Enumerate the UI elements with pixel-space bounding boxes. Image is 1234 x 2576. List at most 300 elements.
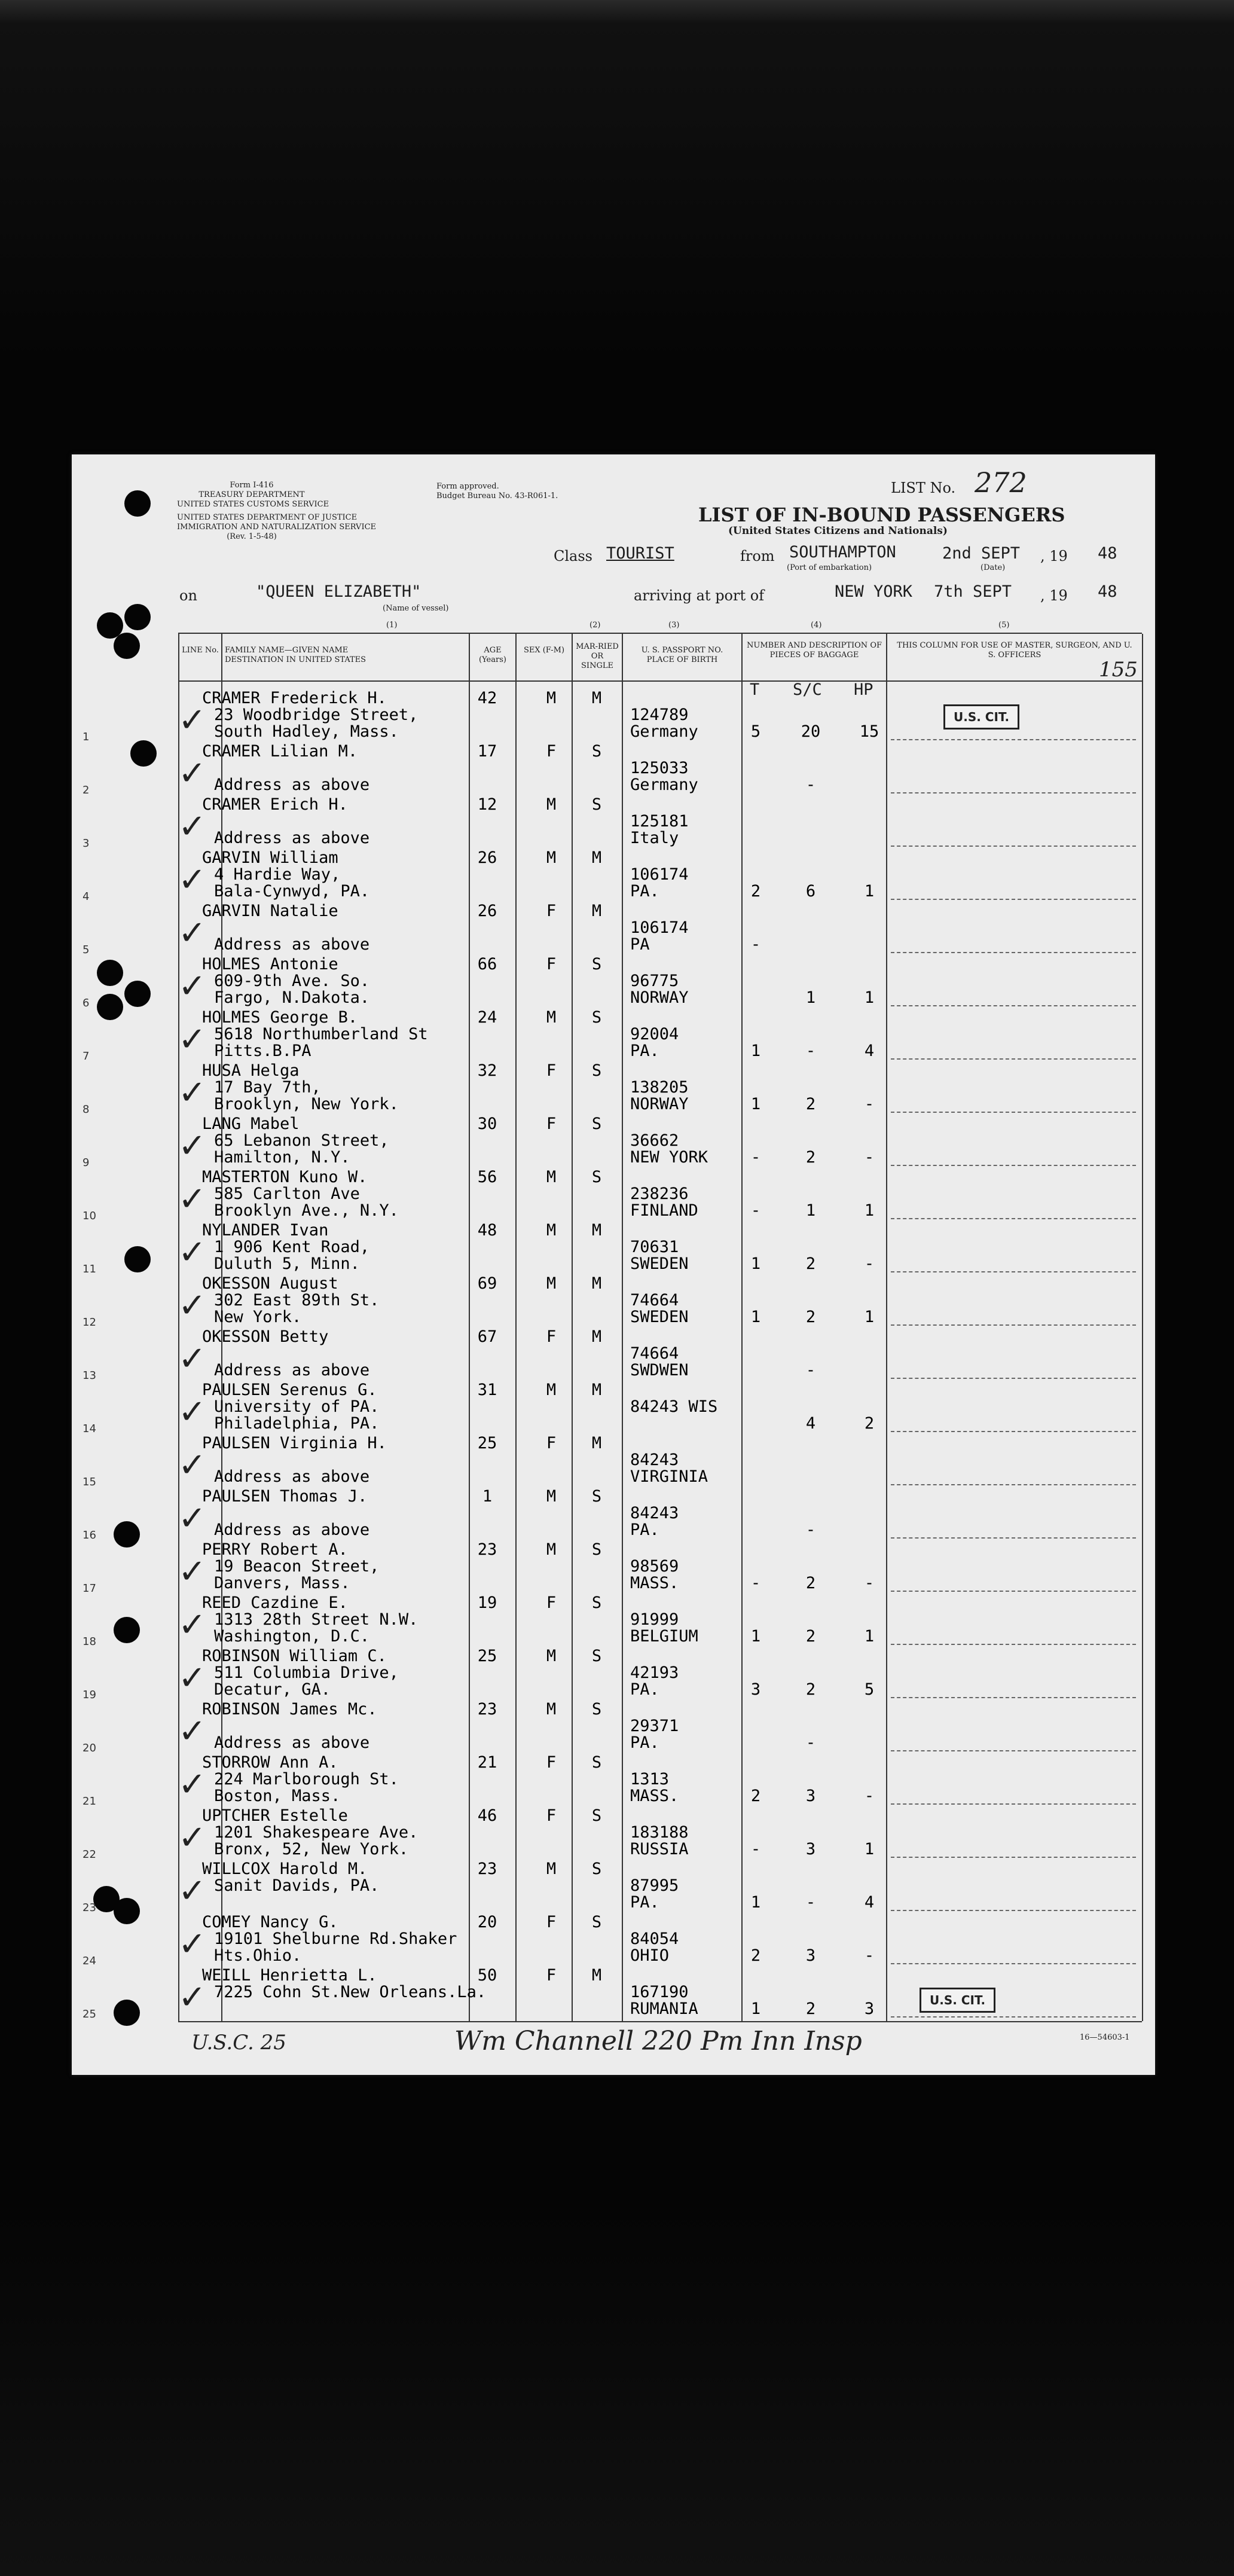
officer-rule bbox=[891, 1963, 1136, 1964]
sex-cell: F bbox=[546, 902, 557, 920]
passenger-name: MASTERTON Kuno W. bbox=[202, 1168, 368, 1186]
passport-number: 84054 bbox=[630, 1930, 679, 1948]
place-of-birth: NORWAY bbox=[630, 1095, 689, 1113]
baggage-handpieces: - bbox=[864, 1255, 875, 1273]
departure-date: 2nd SEPT bbox=[942, 544, 1021, 563]
line-number: 25 bbox=[83, 2008, 96, 2020]
marital-cell: M bbox=[591, 1221, 602, 1240]
baggage-trunks: 5 bbox=[750, 722, 761, 741]
page-mark: 155 bbox=[1099, 658, 1138, 682]
form-approved: Form approved. bbox=[436, 482, 499, 491]
officer-rule bbox=[891, 1644, 1136, 1645]
passenger-name: CRAMER Erich H. bbox=[202, 795, 348, 814]
date-caption: (Date) bbox=[981, 563, 1006, 572]
marital-cell: S bbox=[591, 795, 602, 814]
sex-cell: M bbox=[546, 1274, 557, 1293]
passport-number: 98569 bbox=[630, 1557, 679, 1576]
age-cell: 21 bbox=[477, 1753, 497, 1772]
place-of-birth: Germany bbox=[630, 722, 698, 741]
officer-rule bbox=[891, 1112, 1136, 1113]
passenger-name: OKESSON Betty bbox=[202, 1327, 329, 1346]
vessel-caption: (Name of vessel) bbox=[383, 604, 449, 613]
check-mark: ✓ bbox=[178, 914, 206, 953]
age-cell: 69 bbox=[477, 1274, 497, 1293]
list-no-label: LIST No. bbox=[891, 480, 956, 496]
age-cell: 25 bbox=[477, 1434, 497, 1452]
officer-rule bbox=[891, 1218, 1136, 1219]
passenger-entry bbox=[72, 1115, 1155, 1169]
passenger-entry bbox=[72, 1008, 1155, 1063]
header-line-no: LINE No. bbox=[182, 646, 219, 655]
header-baggage: NUMBER AND DESCRIPTION OF PIECES OF BAGGAGE bbox=[746, 641, 882, 660]
place-of-birth: FINLAND bbox=[630, 1201, 698, 1220]
check-mark: ✓ bbox=[178, 1446, 206, 1485]
passenger-entry bbox=[72, 902, 1155, 956]
baggage-suitcases: 4 bbox=[805, 1414, 816, 1433]
officer-rule bbox=[891, 1857, 1136, 1858]
passenger-entry bbox=[72, 1487, 1155, 1542]
age-cell: 67 bbox=[477, 1327, 497, 1346]
passenger-entry bbox=[72, 742, 1155, 796]
baggage-trunks: 2 bbox=[750, 1787, 761, 1805]
header-age: AGE (Years) bbox=[479, 646, 506, 664]
age-cell: 12 bbox=[477, 795, 497, 814]
passenger-entry bbox=[72, 1806, 1155, 1861]
place-of-birth: PA. bbox=[630, 1893, 659, 1912]
passenger-entry bbox=[72, 1966, 1155, 2018]
passenger-name: CRAMER Frederick H. bbox=[202, 689, 387, 707]
place-of-birth: NEW YORK bbox=[630, 1148, 708, 1167]
line-number: 7 bbox=[83, 1050, 90, 1063]
sex-cell: M bbox=[546, 1008, 557, 1027]
officer-rule bbox=[891, 1803, 1136, 1805]
check-mark: ✓ bbox=[178, 1073, 206, 1112]
officer-rule bbox=[891, 1750, 1136, 1751]
marital-cell: S bbox=[591, 1860, 602, 1878]
passenger-name: PAULSEN Virginia H. bbox=[202, 1434, 387, 1452]
sex-cell: F bbox=[546, 1115, 557, 1133]
address-line-2: Duluth 5, Minn. bbox=[214, 1255, 360, 1273]
marital-cell: M bbox=[591, 902, 602, 920]
age-cell: 1 bbox=[482, 1487, 493, 1506]
check-mark: ✓ bbox=[178, 754, 206, 793]
place-of-birth: PA. bbox=[630, 1521, 659, 1539]
line-number: 6 bbox=[83, 997, 90, 1009]
line-number: 16 bbox=[83, 1529, 96, 1542]
baggage-trunks: - bbox=[750, 1148, 761, 1167]
baggage-suitcases: 2 bbox=[805, 1574, 816, 1592]
sex-cell: F bbox=[546, 742, 557, 761]
baggage-sc-header: S/C bbox=[793, 680, 822, 699]
passenger-name: PERRY Robert A. bbox=[202, 1540, 348, 1559]
from-label: from bbox=[740, 548, 775, 564]
table-header-rule bbox=[178, 680, 1142, 682]
passport-number: 167190 bbox=[630, 1983, 689, 2001]
address-line-2: Bronx, 52, New York. bbox=[214, 1840, 409, 1858]
manifest-sheet bbox=[72, 454, 1155, 2075]
baggage-trunks: 2 bbox=[750, 1946, 761, 1965]
place-of-birth: Germany bbox=[630, 776, 698, 794]
year-prefix-2: , 19 bbox=[1040, 587, 1068, 604]
sex-cell: M bbox=[546, 795, 557, 814]
passport-number: 91999 bbox=[630, 1610, 679, 1629]
baggage-trunks: 1 bbox=[750, 1042, 761, 1060]
age-cell: 46 bbox=[477, 1806, 497, 1825]
officer-rule bbox=[891, 1324, 1136, 1326]
passport-number: 92004 bbox=[630, 1025, 679, 1043]
address-line-1: 17 Bay 7th, bbox=[214, 1078, 321, 1097]
address-line-2: Danvers, Mass. bbox=[214, 1574, 350, 1592]
baggage-handpieces: 1 bbox=[864, 988, 875, 1007]
place-of-birth: VIRGINIA bbox=[630, 1467, 708, 1486]
address-line-1: Sanit Davids, PA. bbox=[214, 1876, 380, 1895]
passport-number: 74664 bbox=[630, 1344, 679, 1363]
address-line-2: Address as above bbox=[214, 829, 370, 847]
place-of-birth: PA. bbox=[630, 1733, 659, 1752]
place-of-birth: SWDWEN bbox=[630, 1361, 689, 1379]
list-title: LIST OF IN-BOUND PASSENGERS bbox=[698, 503, 1065, 526]
officer-rule bbox=[891, 899, 1136, 900]
line-number: 1 bbox=[83, 731, 90, 743]
punch-hole bbox=[124, 604, 151, 630]
marital-cell: M bbox=[591, 1434, 602, 1452]
baggage-suitcases: 2 bbox=[805, 1255, 816, 1273]
sex-cell: M bbox=[546, 1700, 557, 1719]
address-line-1: 19 Beacon Street, bbox=[214, 1557, 380, 1576]
budget-bureau: Budget Bureau No. 43-R061-1. bbox=[436, 492, 558, 500]
age-cell: 30 bbox=[477, 1115, 497, 1133]
address-line-1: 65 Lebanon Street, bbox=[214, 1131, 389, 1150]
citizen-stamp: U.S. CIT. bbox=[920, 1988, 995, 2013]
passport-number: 125181 bbox=[630, 812, 689, 831]
baggage-suitcases: - bbox=[805, 776, 816, 794]
passenger-entry bbox=[72, 689, 1155, 743]
baggage-handpieces: 5 bbox=[864, 1680, 875, 1699]
address-line-2: Bala-Cynwyd, PA. bbox=[214, 882, 370, 901]
line-number: 14 bbox=[83, 1423, 96, 1435]
sex-cell: F bbox=[546, 1327, 557, 1346]
col-num-2: (2) bbox=[589, 621, 601, 630]
passenger-entry bbox=[72, 1168, 1155, 1222]
passport-number: 87995 bbox=[630, 1876, 679, 1895]
officer-rule bbox=[891, 1005, 1136, 1006]
passenger-name: UPTCHER Estelle bbox=[202, 1806, 348, 1825]
passenger-name: GARVIN William bbox=[202, 849, 338, 867]
passenger-name: PAULSEN Serenus G. bbox=[202, 1381, 377, 1399]
passport-number: 70631 bbox=[630, 1238, 679, 1256]
baggage-handpieces: - bbox=[864, 1148, 875, 1167]
baggage-trunks: - bbox=[750, 1201, 761, 1220]
sex-cell: F bbox=[546, 1806, 557, 1825]
check-mark: ✓ bbox=[178, 1499, 206, 1538]
passenger-entry bbox=[72, 1647, 1155, 1701]
place-of-birth: OHIO bbox=[630, 1946, 670, 1965]
address-line-1: 7225 Cohn St.New Orleans.La. bbox=[214, 1983, 487, 2001]
citizen-stamp: U.S. CIT. bbox=[943, 704, 1019, 730]
check-mark: ✓ bbox=[178, 807, 206, 846]
passenger-name: NYLANDER Ivan bbox=[202, 1221, 329, 1240]
passenger-name: WILLCOX Harold M. bbox=[202, 1860, 368, 1878]
marital-cell: S bbox=[591, 1700, 602, 1719]
baggage-trunks: - bbox=[750, 1840, 761, 1858]
port-embarkation: SOUTHAMPTON bbox=[789, 543, 896, 561]
address-line-1: 511 Columbia Drive, bbox=[214, 1664, 399, 1682]
place-of-birth: RUMANIA bbox=[630, 2000, 698, 2018]
address-line-1: 302 East 89th St. bbox=[214, 1291, 380, 1310]
marital-cell: S bbox=[591, 1753, 602, 1772]
header-married: MAR-RIED OR SINGLE bbox=[576, 642, 619, 670]
footer-code: 16—54603-1 bbox=[1080, 2033, 1130, 2042]
age-cell: 26 bbox=[477, 902, 497, 920]
officer-rule bbox=[891, 1484, 1136, 1485]
address-line-2: Decatur, GA. bbox=[214, 1680, 331, 1699]
passport-number: 42193 bbox=[630, 1664, 679, 1682]
marital-cell: S bbox=[591, 1487, 602, 1506]
passenger-name: CRAMER Lilian M. bbox=[202, 742, 358, 761]
class-value: TOURIST bbox=[606, 544, 674, 563]
address-line-1: 609-9th Ave. So. bbox=[214, 972, 370, 990]
address-line-1: 4 Hardie Way, bbox=[214, 865, 341, 884]
year-2: 48 bbox=[1098, 582, 1117, 601]
baggage-suitcases: 2 bbox=[805, 1095, 816, 1113]
sex-cell: M bbox=[546, 1168, 557, 1186]
sex-cell: F bbox=[546, 1434, 557, 1452]
baggage-handpieces: 4 bbox=[864, 1042, 875, 1060]
sex-cell: M bbox=[546, 1647, 557, 1665]
check-mark: ✓ bbox=[178, 1818, 206, 1857]
col-num-1: (1) bbox=[386, 621, 398, 630]
passport-number: 74664 bbox=[630, 1291, 679, 1310]
passenger-name: GARVIN Natalie bbox=[202, 902, 338, 920]
sex-cell: M bbox=[546, 1860, 557, 1878]
marital-cell: M bbox=[591, 689, 602, 707]
baggage-suitcases: 20 bbox=[801, 722, 821, 741]
passport-number: 124789 bbox=[630, 706, 689, 724]
age-cell: 32 bbox=[477, 1061, 497, 1080]
place-of-birth: PA. bbox=[630, 1680, 659, 1699]
check-mark: ✓ bbox=[178, 967, 206, 1006]
line-number: 22 bbox=[83, 1848, 96, 1861]
baggage-suitcases: - bbox=[805, 1521, 816, 1539]
baggage-suitcases: 6 bbox=[805, 882, 816, 901]
baggage-handpieces: 1 bbox=[864, 1308, 875, 1326]
marital-cell: M bbox=[591, 1327, 602, 1346]
baggage-suitcases: 1 bbox=[805, 1201, 816, 1220]
place-of-birth: PA. bbox=[630, 882, 659, 901]
passenger-entry bbox=[72, 1221, 1155, 1275]
place-of-birth: PA bbox=[630, 935, 650, 954]
passenger-name: REED Cazdine E. bbox=[202, 1594, 348, 1612]
punch-hole bbox=[114, 633, 140, 659]
passenger-name: STORROW Ann A. bbox=[202, 1753, 338, 1772]
address-line-2: Address as above bbox=[214, 1361, 370, 1379]
header-name: FAMILY NAME—GIVEN NAME DESTINATION IN UNITED STATES bbox=[225, 646, 366, 664]
marital-cell: S bbox=[591, 1594, 602, 1612]
place-of-birth: SWEDEN bbox=[630, 1255, 689, 1273]
passenger-entry bbox=[72, 795, 1155, 850]
sex-cell: M bbox=[546, 689, 557, 707]
marital-cell: S bbox=[591, 1540, 602, 1559]
marital-cell: M bbox=[591, 849, 602, 867]
age-cell: 26 bbox=[477, 849, 497, 867]
marital-cell: S bbox=[591, 1168, 602, 1186]
age-cell: 24 bbox=[477, 1008, 497, 1027]
line-number: 13 bbox=[83, 1369, 96, 1382]
passport-number: 183188 bbox=[630, 1823, 689, 1842]
baggage-trunks: - bbox=[750, 935, 761, 954]
passenger-name: LANG Mabel bbox=[202, 1115, 300, 1133]
passenger-name: ROBINSON William C. bbox=[202, 1647, 387, 1665]
baggage-trunks: 3 bbox=[750, 1680, 761, 1699]
passenger-name: OKESSON August bbox=[202, 1274, 338, 1293]
table-bottom-rule bbox=[178, 2021, 1142, 2022]
passenger-entry bbox=[72, 1540, 1155, 1595]
passenger-entry bbox=[72, 1327, 1155, 1382]
check-mark: ✓ bbox=[178, 1925, 206, 1964]
handwritten-count: U.S.C. 25 bbox=[191, 2031, 286, 2055]
line-number: 4 bbox=[83, 890, 90, 903]
address-line-1: 1201 Shakespeare Ave. bbox=[214, 1823, 419, 1842]
check-mark: ✓ bbox=[178, 1339, 206, 1378]
list-no-value: 272 bbox=[975, 466, 1027, 499]
passport-number: 106174 bbox=[630, 918, 689, 937]
passenger-entry bbox=[72, 1061, 1155, 1116]
baggage-handpieces: 1 bbox=[864, 1627, 875, 1646]
check-mark: ✓ bbox=[178, 1659, 206, 1698]
vessel-name: "QUEEN ELIZABETH" bbox=[256, 582, 421, 601]
address-line-1: 224 Marlborough St. bbox=[214, 1770, 399, 1788]
place-of-birth: MASS. bbox=[630, 1574, 679, 1592]
address-line-1: 23 Woodbridge Street, bbox=[214, 706, 419, 724]
sex-cell: F bbox=[546, 955, 557, 973]
address-line-1: 1 906 Kent Road, bbox=[214, 1238, 370, 1256]
marital-cell: S bbox=[591, 955, 602, 973]
baggage-suitcases: - bbox=[805, 1042, 816, 1060]
address-line-2: Hamilton, N.Y. bbox=[214, 1148, 350, 1167]
port-embarkation-caption: (Port of embarkation) bbox=[787, 563, 872, 572]
baggage-handpieces: 1 bbox=[864, 1201, 875, 1220]
place-of-birth: RUSSIA bbox=[630, 1840, 689, 1858]
age-cell: 20 bbox=[477, 1913, 497, 1931]
line-number: 11 bbox=[83, 1263, 96, 1275]
address-line-2: Pitts.B.PA bbox=[214, 1042, 311, 1060]
baggage-trunks: 1 bbox=[750, 1627, 761, 1646]
baggage-t-header: T bbox=[750, 680, 760, 699]
passenger-entry bbox=[72, 1274, 1155, 1329]
officer-rule bbox=[891, 1591, 1136, 1592]
baggage-trunks: 1 bbox=[750, 2000, 761, 2018]
arrival-port: NEW YORK bbox=[835, 582, 913, 601]
officer-rule bbox=[891, 2016, 1136, 2018]
address-line-2: Address as above bbox=[214, 1467, 370, 1486]
officer-rule bbox=[891, 1271, 1136, 1272]
officer-rule bbox=[891, 1058, 1136, 1060]
age-cell: 19 bbox=[477, 1594, 497, 1612]
baggage-trunks: 1 bbox=[750, 1308, 761, 1326]
marital-cell: M bbox=[591, 1274, 602, 1293]
age-cell: 66 bbox=[477, 955, 497, 973]
baggage-handpieces: 2 bbox=[864, 1414, 875, 1433]
passenger-name: PAULSEN Thomas J. bbox=[202, 1487, 368, 1506]
baggage-suitcases: 3 bbox=[805, 1787, 816, 1805]
officer-rule bbox=[891, 1910, 1136, 1911]
baggage-suitcases: 1 bbox=[805, 988, 816, 1007]
passenger-name: HOLMES Antonie bbox=[202, 955, 338, 973]
line-number: 8 bbox=[83, 1103, 90, 1116]
line-number: 23 bbox=[83, 1902, 96, 1914]
officer-rule bbox=[891, 1165, 1136, 1166]
baggage-suitcases: 2 bbox=[805, 1148, 816, 1167]
dept-treasury: TREASURY DEPARTMENT bbox=[198, 490, 305, 499]
year-1: 48 bbox=[1098, 544, 1117, 563]
marital-cell: S bbox=[591, 1008, 602, 1027]
check-mark: ✓ bbox=[178, 1978, 206, 2017]
table-top-rule bbox=[178, 633, 1142, 634]
check-mark: ✓ bbox=[178, 1765, 206, 1804]
header-passport: U. S. PASSPORT NO. PLACE OF BIRTH bbox=[641, 646, 723, 664]
sex-cell: F bbox=[546, 1913, 557, 1931]
baggage-handpieces: - bbox=[864, 1787, 875, 1805]
place-of-birth: SWEDEN bbox=[630, 1308, 689, 1326]
baggage-suitcases: 2 bbox=[805, 2000, 816, 2018]
check-mark: ✓ bbox=[178, 1712, 206, 1751]
class-label: Class bbox=[554, 548, 592, 564]
baggage-hp-header: HP bbox=[854, 680, 873, 699]
place-of-birth: Italy bbox=[630, 829, 679, 847]
passenger-name: HUSA Helga bbox=[202, 1061, 300, 1080]
check-mark: ✓ bbox=[178, 1286, 206, 1325]
baggage-suitcases: 2 bbox=[805, 1627, 816, 1646]
baggage-handpieces: - bbox=[864, 1574, 875, 1592]
officer-rule bbox=[891, 739, 1136, 740]
age-cell: 23 bbox=[477, 1700, 497, 1719]
age-cell: 48 bbox=[477, 1221, 497, 1240]
baggage-trunks: - bbox=[750, 1574, 761, 1592]
passenger-name: WEILL Henrietta L. bbox=[202, 1966, 377, 1985]
sex-cell: M bbox=[546, 1221, 557, 1240]
address-line-2: South Hadley, Mass. bbox=[214, 722, 399, 741]
dept-justice: UNITED STATES DEPARTMENT OF JUSTICE bbox=[177, 513, 358, 522]
passenger-name: HOLMES George B. bbox=[202, 1008, 358, 1027]
baggage-handpieces: 1 bbox=[864, 1840, 875, 1858]
check-mark: ✓ bbox=[178, 1180, 206, 1219]
check-mark: ✓ bbox=[178, 1872, 206, 1910]
age-cell: 17 bbox=[477, 742, 497, 761]
passport-number: 125033 bbox=[630, 759, 689, 777]
place-of-birth: BELGIUM bbox=[630, 1627, 698, 1646]
check-mark: ✓ bbox=[178, 701, 206, 740]
address-line-1: 1313 28th Street N.W. bbox=[214, 1610, 419, 1629]
sex-cell: M bbox=[546, 1540, 557, 1559]
passport-number: 84243 bbox=[630, 1504, 679, 1522]
passenger-entry bbox=[72, 1700, 1155, 1754]
check-mark: ✓ bbox=[178, 1552, 206, 1591]
col-num-5: (5) bbox=[998, 621, 1010, 630]
punch-hole bbox=[124, 490, 151, 517]
age-cell: 25 bbox=[477, 1647, 497, 1665]
address-line-2: Boston, Mass. bbox=[214, 1787, 341, 1805]
col-num-4: (4) bbox=[811, 621, 822, 630]
sex-cell: F bbox=[546, 1061, 557, 1080]
line-number: 3 bbox=[83, 837, 90, 850]
officer-rule bbox=[891, 952, 1136, 953]
passenger-entry bbox=[72, 1434, 1155, 1488]
officer-rule bbox=[891, 846, 1136, 847]
passport-number: 36662 bbox=[630, 1131, 679, 1150]
passenger-entry bbox=[72, 1860, 1155, 1914]
address-line-2: Hts.Ohio. bbox=[214, 1946, 302, 1965]
age-cell: 42 bbox=[477, 689, 497, 707]
